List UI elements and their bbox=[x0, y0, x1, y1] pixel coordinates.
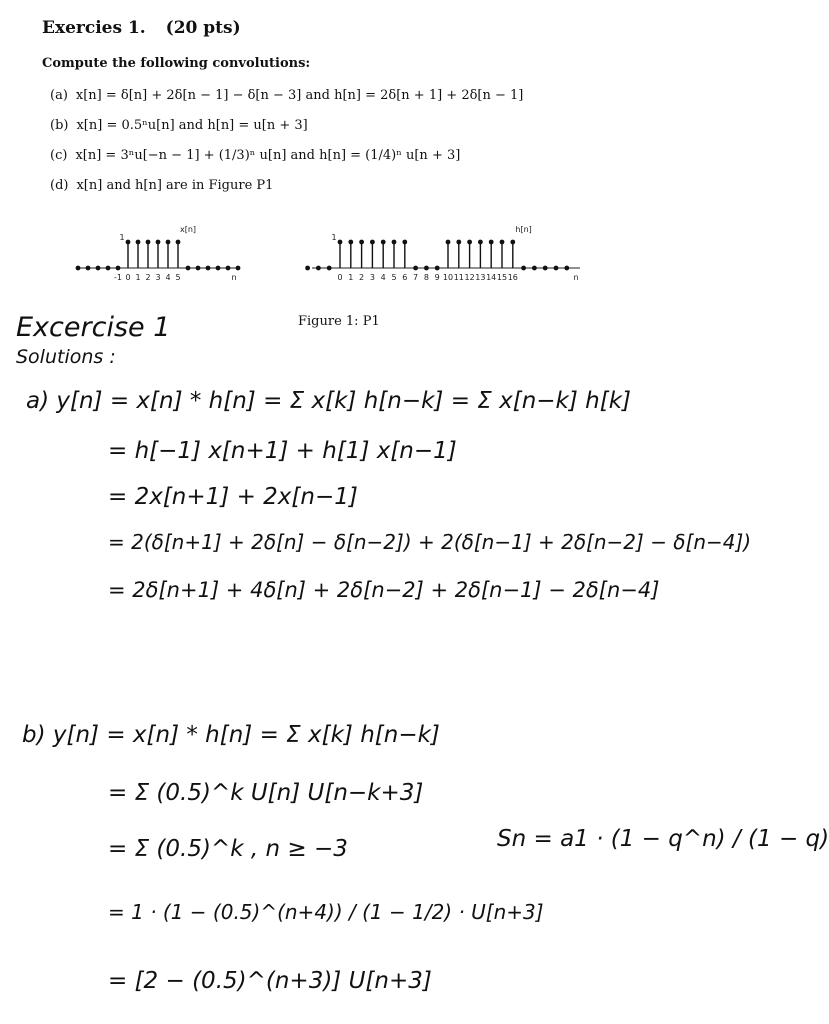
stem-marker bbox=[392, 240, 397, 245]
part-b-line-5: = [2 − (0.5)^(n+3)] U[n+3] bbox=[108, 968, 432, 994]
problem-c: (c) x[n] = 3ⁿu[−n − 1] + (1/3)ⁿ u[n] and h[n] = (1/4)ⁿ u[n + 3] bbox=[50, 148, 461, 163]
geometric-sum-formula: Sn = a1 · (1 − q^n) / (1 − q) bbox=[497, 826, 829, 852]
part-a-line-1: a) y[n] = x[n] * h[n] = Σ x[k] h[n−k] = Σ x[n−k] h[k] bbox=[26, 388, 631, 414]
stem-marker bbox=[370, 240, 375, 245]
stem-marker bbox=[338, 240, 343, 245]
zero-marker bbox=[316, 266, 321, 271]
tick-label: 16 bbox=[507, 273, 518, 282]
tick-label: 0 bbox=[125, 273, 131, 282]
tick-label: 5 bbox=[175, 273, 181, 282]
tick-label: 1 bbox=[135, 273, 141, 282]
problem-b: (b) x[n] = 0.5ⁿu[n] and h[n] = u[n + 3] bbox=[50, 118, 308, 133]
zero-marker bbox=[86, 266, 91, 271]
part-b-line-3: = Σ (0.5)^k , n ≥ −3 bbox=[108, 836, 348, 862]
stem-marker bbox=[381, 240, 386, 245]
zero-marker bbox=[206, 266, 211, 271]
zero-marker bbox=[564, 266, 569, 271]
handwritten-subtitle: Solutions : bbox=[16, 346, 116, 368]
zero-marker bbox=[76, 266, 81, 271]
tick-label: 4 bbox=[380, 273, 386, 282]
stem-marker bbox=[467, 240, 472, 245]
exercise-heading bbox=[42, 18, 241, 38]
figure-caption: Figure 1: P1 bbox=[298, 314, 380, 329]
zero-marker bbox=[424, 266, 429, 271]
problem-a: (a) x[n] = δ[n] + 2δ[n − 1] − δ[n − 3] and h[n] = 2δ[n + 1] + 2δ[n − 1] bbox=[50, 88, 524, 103]
x-stem-plot bbox=[76, 225, 241, 282]
tick-label: 3 bbox=[369, 273, 375, 282]
stem-marker bbox=[136, 240, 141, 245]
stem-marker bbox=[446, 240, 451, 245]
part-a-line-2: = h[−1] x[n+1] + h[1] x[n−1] bbox=[108, 438, 457, 464]
stem-marker bbox=[176, 240, 181, 245]
stem-marker bbox=[359, 240, 364, 245]
part-a-line-4: = 2(δ[n+1] + 2δ[n] − δ[n−2]) + 2(δ[n−1] + 2δ[n−2] − δ[n−4]) bbox=[108, 530, 752, 554]
zero-marker bbox=[186, 266, 191, 271]
zero-marker bbox=[236, 266, 241, 271]
zero-marker bbox=[521, 266, 526, 271]
plot-title: x[n] bbox=[179, 225, 197, 234]
tick-label: 7 bbox=[413, 273, 419, 282]
amplitude-label: 1 bbox=[331, 233, 337, 242]
tick-label: 4 bbox=[165, 273, 171, 282]
stem-marker bbox=[348, 240, 353, 245]
stem-marker bbox=[478, 240, 483, 245]
zero-marker bbox=[554, 266, 559, 271]
stem-marker bbox=[126, 240, 131, 245]
exercise-title: Exercies 1. bbox=[42, 18, 146, 38]
zero-marker bbox=[327, 266, 332, 271]
stem-marker bbox=[402, 240, 407, 245]
axis-label: n bbox=[573, 273, 579, 282]
zero-marker bbox=[435, 266, 440, 271]
tick-label: 10 bbox=[442, 273, 454, 282]
stem-marker bbox=[500, 240, 505, 245]
tick-label: 6 bbox=[402, 273, 408, 282]
tick-label: 9 bbox=[434, 273, 440, 282]
part-b-line-2: = Σ (0.5)^k U[n] U[n−k+3] bbox=[108, 780, 424, 806]
exercise-points: (20 pts) bbox=[165, 18, 241, 38]
instruction-text: Compute the following convolutions: bbox=[42, 56, 311, 71]
tick-label: 15 bbox=[496, 273, 508, 282]
h-stem-plot bbox=[305, 225, 580, 282]
part-a-line-5: = 2δ[n+1] + 4δ[n] + 2δ[n−2] + 2δ[n−1] − 2δ[n−4] bbox=[108, 578, 660, 602]
tick-label: 13 bbox=[475, 273, 486, 282]
part-b-line-4: = 1 · (1 − (0.5)^(n+4)) / (1 − 1/2) · U[n+3] bbox=[108, 900, 544, 924]
zero-marker bbox=[543, 266, 548, 271]
zero-marker bbox=[532, 266, 537, 271]
stem-marker bbox=[456, 240, 461, 245]
zero-marker bbox=[305, 266, 310, 271]
tick-label: -1 bbox=[114, 273, 122, 282]
problem-d: (d) x[n] and h[n] are in Figure P1 bbox=[50, 178, 274, 193]
tick-label: 12 bbox=[464, 273, 475, 282]
zero-marker bbox=[413, 266, 418, 271]
tick-label: 5 bbox=[391, 273, 397, 282]
stem-marker bbox=[510, 240, 515, 245]
tick-label: 11 bbox=[453, 273, 464, 282]
zero-marker bbox=[226, 266, 231, 271]
plot-title: h[n] bbox=[515, 225, 532, 234]
axis-label: n bbox=[231, 273, 237, 282]
tick-label: 0 bbox=[337, 273, 343, 282]
figure-p1 bbox=[70, 222, 590, 288]
tick-label: 8 bbox=[423, 273, 429, 282]
tick-label: 14 bbox=[486, 273, 497, 282]
zero-marker bbox=[96, 266, 101, 271]
zero-marker bbox=[216, 266, 221, 271]
tick-label: 2 bbox=[359, 273, 365, 282]
amplitude-label: 1 bbox=[119, 233, 125, 242]
zero-marker bbox=[116, 266, 121, 271]
tick-label: 3 bbox=[155, 273, 161, 282]
part-b-line-1: b) y[n] = x[n] * h[n] = Σ x[k] h[n−k] bbox=[22, 722, 440, 748]
zero-marker bbox=[196, 266, 201, 271]
stem-marker bbox=[146, 240, 151, 245]
stem-marker bbox=[166, 240, 171, 245]
tick-label: 2 bbox=[145, 273, 151, 282]
tick-label: 1 bbox=[348, 273, 354, 282]
zero-marker bbox=[106, 266, 111, 271]
stem-marker bbox=[489, 240, 494, 245]
handwritten-title: Excercise 1 bbox=[16, 312, 171, 343]
part-a-line-3: = 2x[n+1] + 2x[n−1] bbox=[108, 484, 358, 510]
stem-marker bbox=[156, 240, 161, 245]
